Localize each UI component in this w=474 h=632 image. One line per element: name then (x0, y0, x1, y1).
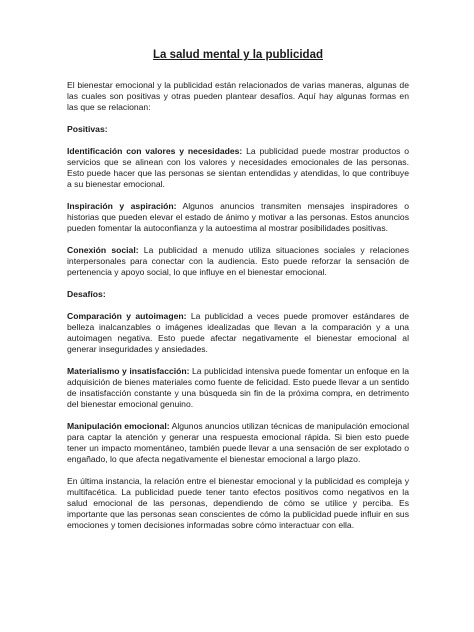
challenge-item-lead: Manipulación emocional: (67, 421, 170, 431)
positive-item-lead: Inspiración y aspiración: (67, 201, 177, 211)
positive-item (67, 201, 409, 234)
challenge-item (67, 311, 409, 355)
challenge-item (67, 421, 409, 465)
document-title: La salud mental y la publicidad (153, 49, 323, 61)
positive-item-text: La publicidad a menudo utiliza situaciones sociales y relaciones interpersonales para conectar con la audiencia. Esto puede reforzar la sensación de pertenencia y apoyo social, lo que influye en el bienestar emocional. (67, 245, 409, 277)
challenges-heading: Desafíos: (67, 289, 106, 299)
challenge-item-lead: Materialismo y insatisfacción: (67, 366, 190, 376)
positive-item (67, 245, 409, 278)
challenge-item-text: La publicidad intensiva puede fomentar un enfoque en la adquisición de bienes materiales como fuente de felicidad. Esto puede llevar a un sentido de insatisfacción constante y una búsqueda sin fin de la próxima compra, en detrimento del bienestar emocional genuino. (67, 366, 409, 409)
positive-item-text: La publicidad puede mostrar productos o servicios que se alinean con los valores y necesidades emocionales de las personas. Esto puede hacer que las personas se sientan entendidas y atendidas, lo que contribuye a su bienestar emocional. (67, 146, 409, 189)
challenge-item (67, 366, 409, 410)
positive-item-lead: Identificación con valores y necesidades: (67, 146, 243, 156)
intro-paragraph: El bienestar emocional y la publicidad están relacionados de varias maneras, algunas de las cuales son positivas y otras pueden plantear desafíos. Aquí hay algunas formas en las que se relacionan: (67, 80, 409, 112)
document-page (67, 48, 409, 542)
challenge-item-lead: Comparación y autoimagen: (67, 311, 187, 321)
positives-heading: Positivas: (67, 124, 108, 134)
positive-item-lead: Conexión social: (67, 245, 139, 255)
challenge-item-text: Algunos anuncios utilizan técnicas de manipulación emocional para captar la atención y generar una respuesta emocional rápida. Si bien esto puede tener un impacto momentáneo, también puede llevar a una sensación de ser explotado o engañado, lo que afecta negativamente el bienestar emocional a largo plazo. (67, 421, 410, 464)
challenge-item-text: La publicidad a veces puede promover estándares de belleza inalcanzables o imágenes idealizadas que llevan a la comparación y a una autoimagen negativa. Esto puede afectar negativamente el bienestar emocional al generar inseguridades y ansiedades. (67, 311, 409, 354)
positive-item (67, 146, 409, 190)
positive-item-text: Algunos anuncios transmiten mensajes inspiradores o historias que pueden elevar el estado de ánimo y motivar a las personas. Estos anuncios pueden fomentar la autoconfianza y la autoestima al mostrar posibilidades positivas. (67, 201, 409, 233)
conclusion-paragraph: En última instancia, la relación entre el bienestar emocional y la publicidad es compleja y multifacética. La publicidad puede tener tanto efectos positivos como negativos en la salud emocional de las personas, dependiendo de cómo se utilice y perciba. Es importante que las personas sean conscientes de cómo la publicidad puede influir en sus emociones y tomen decisiones informadas sobre cómo interactuar con ella. (67, 476, 409, 530)
